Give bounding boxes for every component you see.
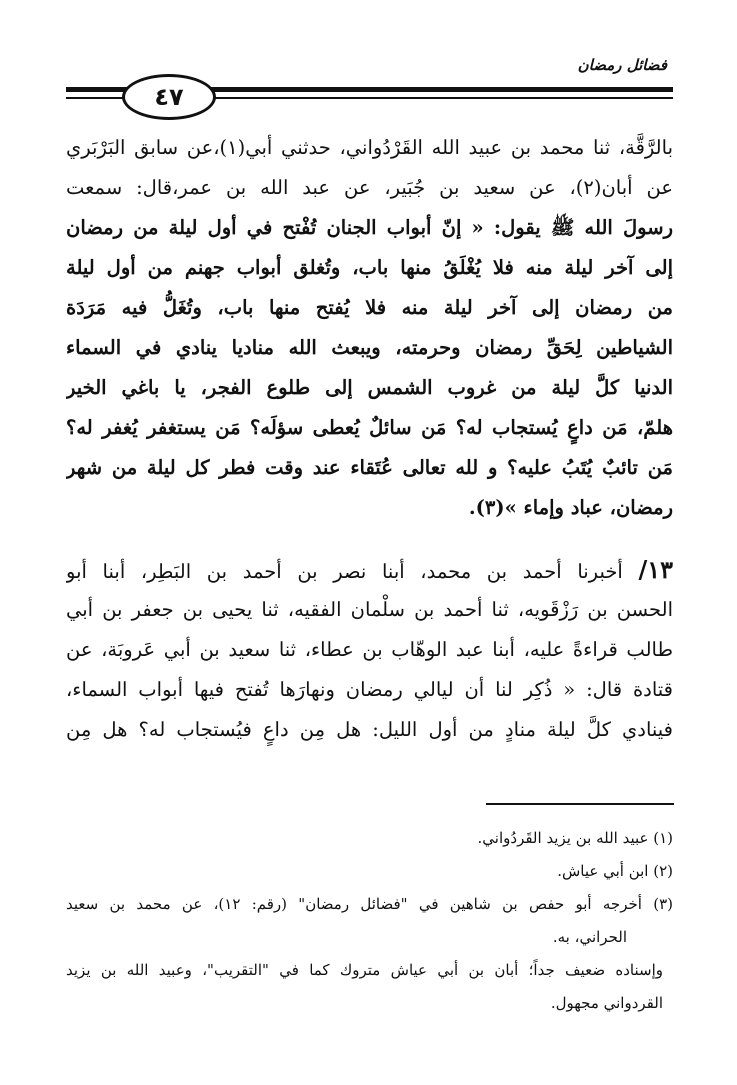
footnote-separator xyxy=(486,803,674,805)
footnote-1: (١) عبيد الله بن يزيد القَردُواني. xyxy=(477,829,673,847)
hadith-line: هلمّ، مَن داعٍ يُستجاب له؟ مَن سائلٌ يُعطى سؤلَه؟ مَن يستغفر يُغفر له؟ xyxy=(66,416,673,439)
footnote-3: (٣) أخرجه أبو حفص بن شاهين في "فضائل رمضان" (رقم: ١٢)، عن محمد بن سعيد xyxy=(66,895,673,913)
hadith-line: رسولَ الله ﷺ يقول: « إنّ أبواب الجنان تُفْتح في أول ليلة من رمضان xyxy=(66,216,673,239)
section-number: ١٣/ xyxy=(638,555,673,584)
main-text xyxy=(66,128,673,750)
hadith-line: إلى آخر ليلة منه فلا يُغْلَقُ منها باب، وتُغلق أبواب جهنم من أول ليلة xyxy=(66,256,673,279)
hadith-line: الدنيا كلَّ ليلة من غروب الشمس إلى طلوع الفجر، يا باغي الخير xyxy=(66,376,673,399)
footnote-2: (٢) ابن أبي عياش. xyxy=(557,862,673,880)
footnote-note-continued: القردواني مجهول. xyxy=(550,994,663,1012)
page-number-oval xyxy=(122,74,216,120)
text-line: عن أبان(٢)، عن سعيد بن جُبَير، عن عبد الله بن عمر،قال: سمعت xyxy=(66,176,673,199)
hadith-line: مَن تائبٌ يُتَبُ عليه؟ و لله تعالى عُتَقاء عند وقت فطر كل ليلة من شهر xyxy=(66,456,673,479)
section-first-line xyxy=(66,550,673,590)
footnote-3-continued: الحراني، به. xyxy=(552,928,627,946)
hadith-line: من رمضان إلى آخر ليلة منه فلا يُفتح منها باب، وتُغَلُّ فيه مَرَدَة xyxy=(66,296,673,319)
text-line: بالرَّقَّة، ثنا محمد بن عبيد الله القَرْدُواني، حدثني أبي(١)،عن سابق البَرْبَري xyxy=(66,136,673,159)
text-line: الحسن بن رَزْقَويه، ثنا أحمد بن سلْمان الفقيه، ثنا يحيى بن جعفر بن أبي xyxy=(66,598,673,621)
hadith-line: رمضان، عباد وإماء »(٣). xyxy=(468,496,673,519)
hadith-line: الشياطين لِحَقِّ رمضان وحرمته، ويبعث الله مناديا ينادي في السماء xyxy=(66,336,673,359)
footnote-note: وإسناده ضعيف جداً؛ أبان بن أبي عياش متروك كما في "التقريب"، وعبيد الله بن يزيد xyxy=(66,961,663,979)
text-line: طالب قراءةً عليه، أبنا عبد الوهّاب بن عطاء، ثنا سعيد بن أبي عَروبَة، عن xyxy=(66,638,673,661)
footnotes xyxy=(66,822,673,1020)
text-line: فينادي كلَّ ليلة منادٍ من أول الليل: هل مِن داعٍ فيُستجاب له؟ هل مِن xyxy=(66,718,673,741)
text-line: قتادة قال: « ذُكِر لنا أن ليالي رمضان ونهارَها تُفتح فيها أبواب السماء، xyxy=(66,678,673,701)
section-text: أخبرنا أحمد بن محمد، أبنا نصر بن أحمد بن البَطِر، أبنا أبو xyxy=(66,560,623,583)
running-title: فضائل رمضان xyxy=(577,56,667,74)
page-number: ٤٧ xyxy=(154,83,184,111)
